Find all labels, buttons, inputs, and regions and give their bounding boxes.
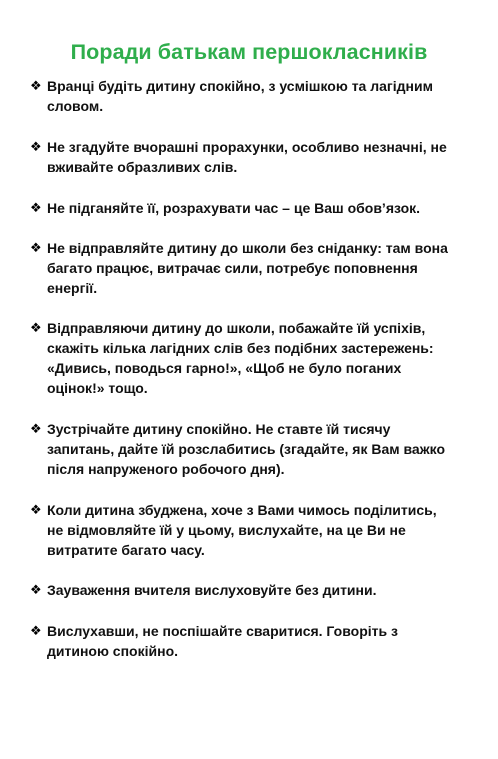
list-item [30, 621, 470, 661]
list-item [30, 238, 470, 298]
four-diamond-bullet-icon: ❖ [30, 421, 42, 436]
list-item [30, 137, 470, 177]
list-item [30, 580, 470, 600]
page-title: Поради батькам першокласників [70, 40, 428, 64]
tip-text: Не підганяйте її, розрахувати час – це Ваш обов’язок. [47, 200, 421, 216]
four-diamond-bullet-icon: ❖ [30, 502, 42, 517]
tip-text: Зустрічайте дитину спокійно. Не ставте їй тисячу запитань, дайте їй розслабитись (згадайте, як Вам важко після напруженого робочого дня). [47, 421, 446, 477]
tip-text: Не згадуйте вчорашні прорахунки, особливо незначні, не вживайте образливих слів. [47, 139, 447, 175]
tip-text: Не відправляйте дитину до школи без сніданку: там вона багато працює, витрачає сили, потребує поповнення енергії. [47, 240, 448, 296]
tip-text: Відправляючи дитину до школи, побажайте їй успіхів, скажіть кілька лагідних слів без подібних застережень: «Дивись, поводься гарно!», «Щоб не було поганих оцінок!» тощо. [47, 320, 434, 396]
list-item [30, 76, 470, 116]
four-diamond-bullet-icon: ❖ [30, 320, 42, 335]
four-diamond-bullet-icon: ❖ [30, 78, 42, 93]
four-diamond-bullet-icon: ❖ [30, 139, 42, 154]
list-item [30, 318, 470, 398]
four-diamond-bullet-icon: ❖ [30, 623, 42, 638]
four-diamond-bullet-icon: ❖ [30, 240, 42, 255]
list-item [30, 500, 470, 560]
list-item [30, 198, 470, 218]
four-diamond-bullet-icon: ❖ [30, 582, 42, 597]
tip-text: Вислухавши, не поспішайте сваритися. Говоріть з дитиною спокійно. [47, 623, 398, 659]
list-item [30, 419, 470, 479]
tip-text: Зауваження вчителя вислуховуйте без дитини. [47, 582, 377, 598]
four-diamond-bullet-icon: ❖ [30, 200, 42, 215]
tip-text: Вранці будіть дитину спокійно, з усмішкою та лагідним словом. [47, 78, 433, 114]
tip-text: Коли дитина збуджена, хоче з Вами чимось поділитись, не відмовляйте їй у цьому, вислухайте, на це Ви не витратите багато часу. [47, 502, 437, 558]
